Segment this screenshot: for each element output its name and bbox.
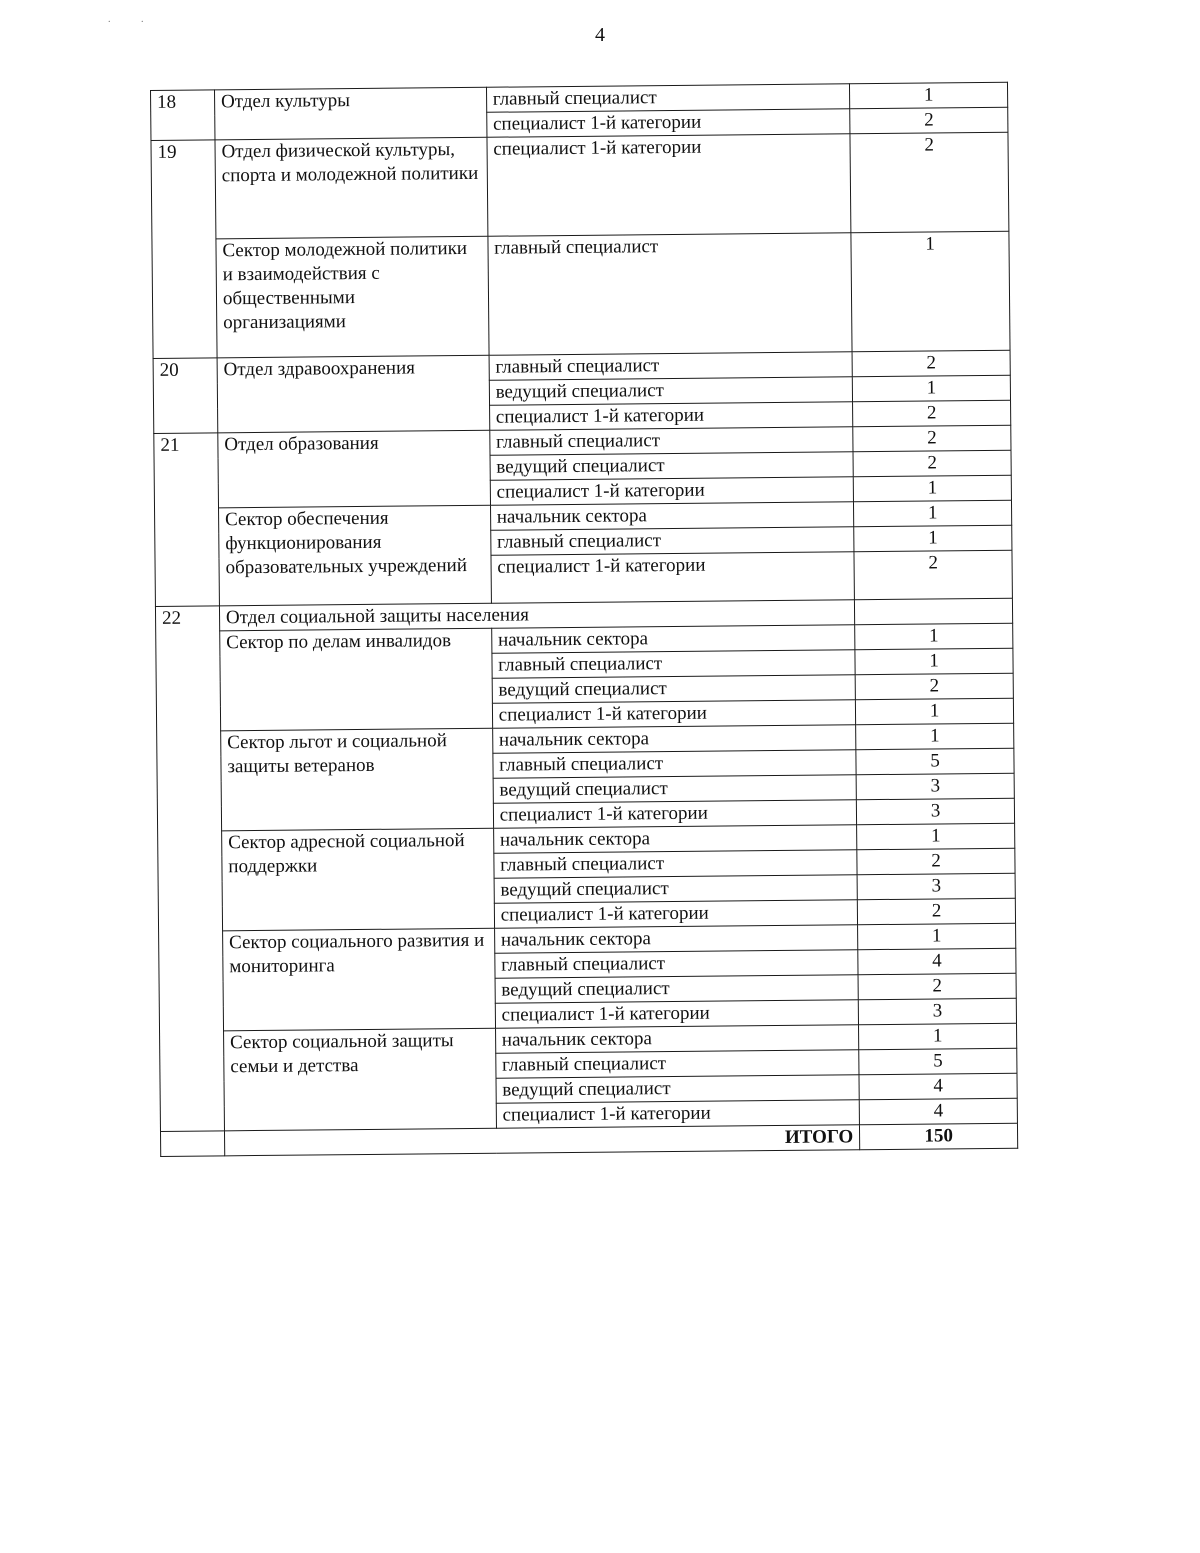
- position-count: 1: [857, 823, 1015, 850]
- position-title: главный специалист: [488, 233, 853, 355]
- position-title: специалист 1-й категории: [492, 700, 856, 728]
- position-title: начальник сектора: [494, 925, 858, 953]
- position-title: главный специалист: [486, 84, 850, 112]
- position-count: 1: [854, 525, 1012, 552]
- staffing-table: [150, 82, 1018, 1157]
- position-count: 1: [852, 375, 1010, 402]
- unit-name: Сектор социального развития и мониторинга: [222, 928, 495, 1031]
- section-number: 21: [154, 433, 220, 607]
- position-title: начальник сектора: [492, 725, 856, 753]
- position-title: специалист 1-й категории: [495, 1000, 859, 1028]
- position-title: ведущий специалист: [489, 377, 853, 405]
- section-number: 19: [151, 140, 217, 359]
- position-count: 3: [858, 998, 1016, 1025]
- position-title: специалист 1-й категории: [496, 1100, 860, 1128]
- table-row: [152, 231, 1010, 358]
- position-count: 2: [858, 898, 1016, 925]
- position-count: 2: [853, 450, 1011, 477]
- position-title: главный специалист: [489, 352, 853, 380]
- position-count: 3: [856, 773, 1014, 800]
- position-count: 1: [858, 923, 1016, 950]
- position-count: 2: [858, 973, 1016, 1000]
- scan-artifact: . .: [108, 14, 158, 25]
- position-count: 2: [855, 673, 1013, 700]
- position-count: 2: [857, 848, 1015, 875]
- unit-name: Сектор льгот и социальной защиты ветеранов: [221, 728, 494, 831]
- position-title: специалист 1-й категории: [486, 109, 850, 137]
- position-count: 1: [850, 82, 1008, 109]
- position-count: 2: [850, 107, 1008, 134]
- position-count: 4: [858, 948, 1016, 975]
- position-title: специалист 1-й категории: [494, 900, 858, 928]
- total-value: 150: [860, 1123, 1018, 1150]
- unit-name: Сектор адресной социальной поддержки: [222, 828, 495, 931]
- position-title: специалист 1-й категории: [490, 477, 854, 505]
- position-count: 2: [853, 400, 1011, 427]
- total-row-number: [160, 1131, 224, 1157]
- department-header-count: [855, 598, 1013, 625]
- unit-name: Отдел культуры: [214, 87, 486, 140]
- position-title: специалист 1-й категории: [491, 552, 855, 603]
- position-title: специалист 1-й категории: [489, 402, 853, 430]
- position-count: 3: [857, 798, 1015, 825]
- position-title: специалист 1-й категории: [493, 800, 857, 828]
- page-number: 4: [595, 24, 605, 46]
- position-count: 1: [851, 231, 1010, 352]
- position-count: 1: [859, 1023, 1017, 1050]
- position-count: 2: [853, 425, 1011, 452]
- position-count: 5: [856, 748, 1014, 775]
- position-count: 1: [855, 648, 1013, 675]
- position-count: 2: [852, 350, 1010, 377]
- position-count: 2: [850, 132, 1009, 233]
- position-title: ведущий специалист: [495, 975, 859, 1003]
- position-count: 1: [853, 475, 1011, 502]
- position-title: главный специалист: [490, 527, 854, 555]
- table-row: [151, 132, 1009, 239]
- position-count: 2: [854, 550, 1012, 600]
- position-title: главный специалист: [490, 427, 854, 455]
- position-title: главный специалист: [495, 1050, 859, 1078]
- unit-name: Отдел здравоохранения: [217, 355, 490, 433]
- section-number: 20: [153, 358, 218, 434]
- position-title: ведущий специалист: [493, 775, 857, 803]
- position-title: ведущий специалист: [496, 1075, 860, 1103]
- unit-name: Отдел физической культуры, спорта и молодежной политики: [215, 137, 488, 239]
- position-count: 3: [857, 873, 1015, 900]
- position-count: 1: [855, 623, 1013, 650]
- position-count: 1: [856, 698, 1014, 725]
- unit-name: Сектор молодежной политики и взаимодействия с общественными организациями: [216, 236, 489, 358]
- position-count: 1: [854, 500, 1012, 527]
- unit-name: Отдел образования: [218, 430, 491, 508]
- position-count: 5: [859, 1048, 1017, 1075]
- position-count: 4: [859, 1073, 1017, 1100]
- position-count: 4: [859, 1098, 1017, 1125]
- unit-name: Сектор обеспечения функционирования образовательных учреждений: [218, 505, 491, 606]
- unit-name: Сектор по делам инвалидов: [220, 628, 493, 731]
- position-title: главный специалист: [493, 750, 857, 778]
- position-title: специалист 1-й категории: [487, 134, 851, 236]
- position-title: начальник сектора: [490, 502, 854, 530]
- section-number: 22: [155, 606, 224, 1132]
- unit-name: Сектор социальной защиты семьи и детства: [223, 1028, 496, 1131]
- position-title: главный специалист: [492, 650, 856, 678]
- position-title: ведущий специалист: [490, 452, 854, 480]
- department-header: Отдел социальной защиты населения: [219, 600, 854, 631]
- position-title: ведущий специалист: [492, 675, 856, 703]
- total-label: ИТОГО: [224, 1125, 859, 1156]
- position-count: 1: [856, 723, 1014, 750]
- position-title: главный специалист: [494, 850, 858, 878]
- position-title: начальник сектора: [495, 1025, 859, 1053]
- position-title: ведущий специалист: [494, 875, 858, 903]
- position-title: главный специалист: [495, 950, 859, 978]
- position-title: начальник сектора: [493, 825, 857, 853]
- section-number: 18: [151, 90, 215, 141]
- position-title: начальник сектора: [491, 625, 855, 653]
